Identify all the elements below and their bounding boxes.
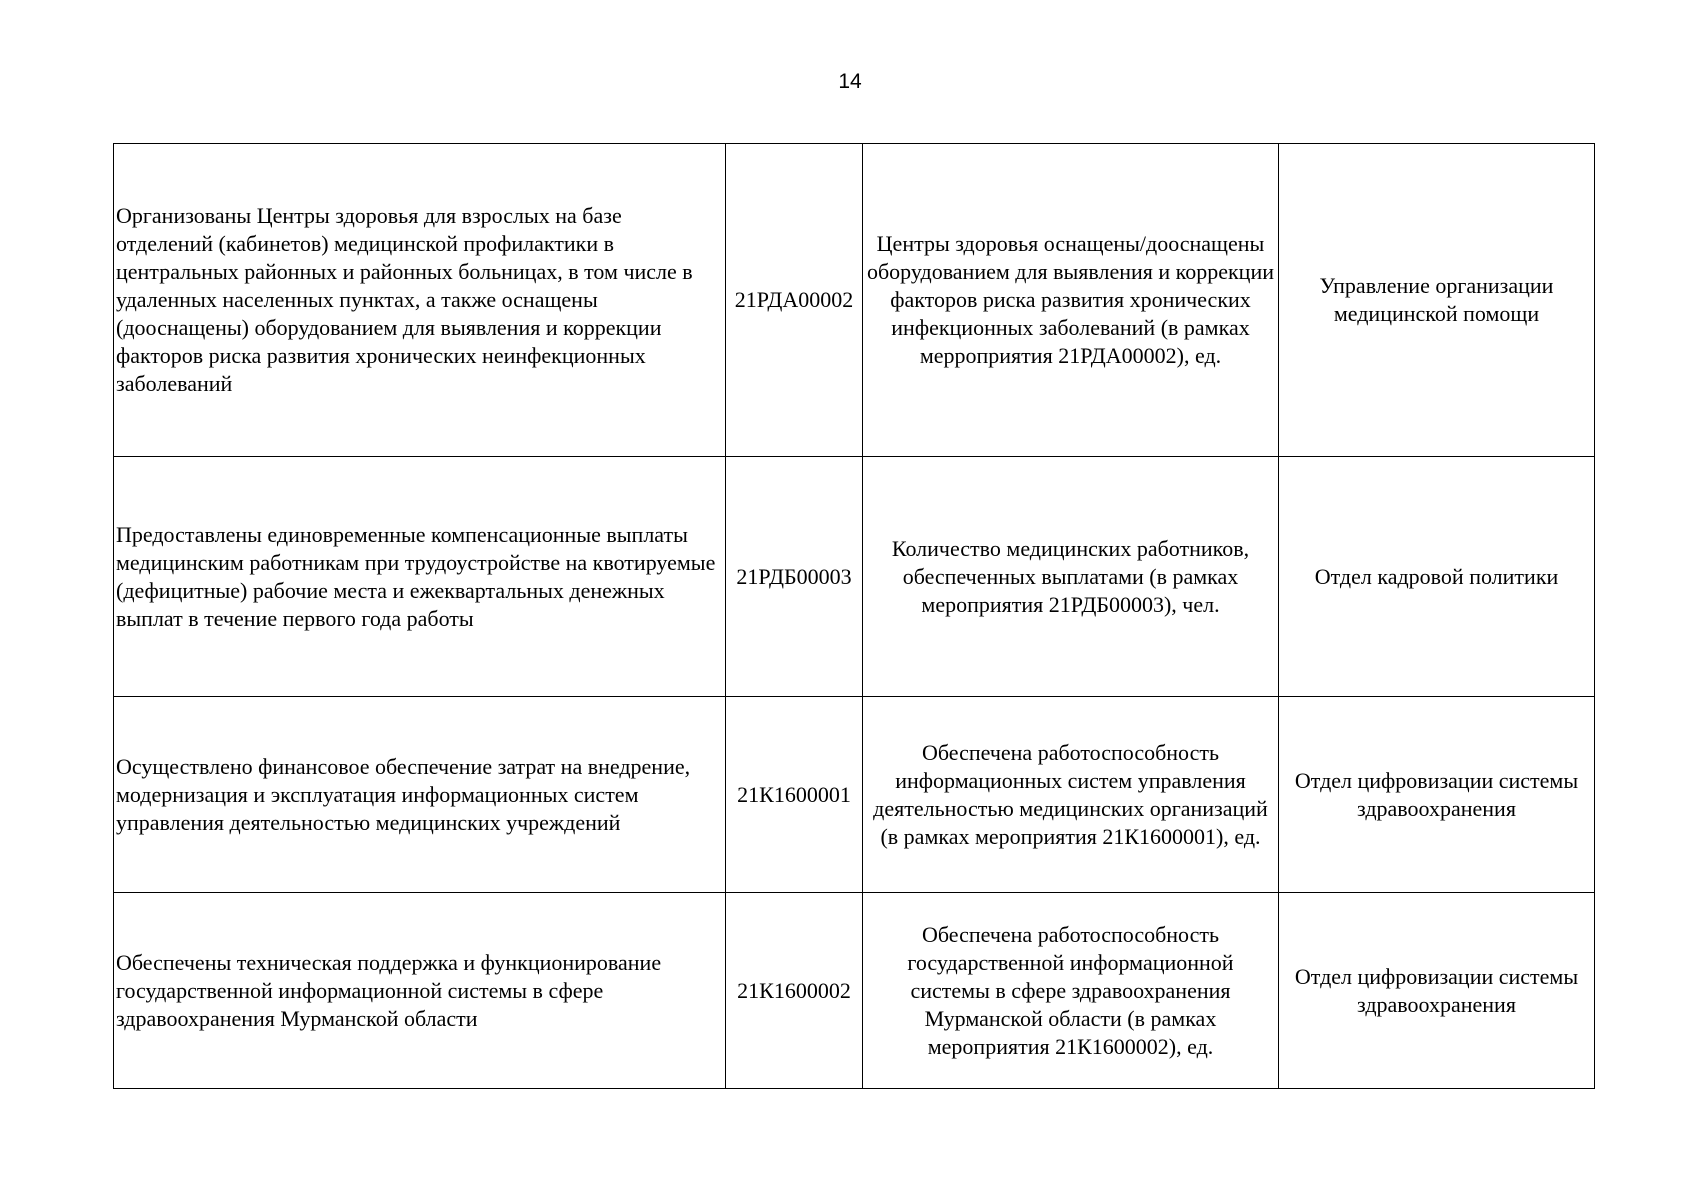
measure-code-cell: 21К1600002 — [726, 893, 863, 1089]
indicator-cell: Количество медицинских работников, обеспеченных выплатами (в рамках мероприятия 21РДБ00003), чел. — [863, 457, 1279, 697]
table-row — [114, 457, 1595, 697]
indicator-cell: Центры здоровья оснащены/дооснащены оборудованием для выявления и коррекции факторов риска развития хронических инфекционных заболеваний (в рамках мерроприятия 21РДА00002), ед. — [863, 144, 1279, 457]
measure-description-cell: Предоставлены единовременные компенсационные выплаты медицинским работникам при трудоустройстве на квотируемые (дефицитные) рабочие места и ежеквартальных денежных выплат в течение первого года работы — [114, 457, 726, 697]
measure-description-cell: Обеспечены техническая поддержка и функционирование государственной информационной системы в сфере здравоохранения Мурманской области — [114, 893, 726, 1089]
table-row — [114, 697, 1595, 893]
measure-code-cell: 21РДА00002 — [726, 144, 863, 457]
measure-code-cell: 21РДБ00003 — [726, 457, 863, 697]
responsible-department-cell: Отдел цифровизации системы здравоохранения — [1279, 697, 1595, 893]
page-number: 14 — [838, 70, 862, 93]
table-row — [114, 144, 1595, 457]
table-row — [114, 893, 1595, 1089]
responsible-department-cell: Управление организации медицинской помощи — [1279, 144, 1595, 457]
measure-description-cell: Организованы Центры здоровья для взрослых на базе отделений (кабинетов) медицинской профилактики в центральных районных и районных больницах, в том числе в удаленных населенных пунктах, а также оснащены (дооснащены) оборудованием для выявления и коррекции факторов риска развития хронических неинфекционных заболеваний — [114, 144, 726, 457]
responsible-department-cell: Отдел кадровой политики — [1279, 457, 1595, 697]
responsible-department-cell: Отдел цифровизации системы здравоохранения — [1279, 893, 1595, 1089]
measure-description-cell: Осуществлено финансовое обеспечение затрат на внедрение, модернизация и эксплуатация информационных систем управления деятельностью медицинских учреждений — [114, 697, 726, 893]
indicator-cell: Обеспечена работоспособность государственной информационной системы в сфере здравоохранения Мурманской области (в рамках мероприятия 21К1600002), ед. — [863, 893, 1279, 1089]
measures-table — [113, 143, 1595, 1089]
indicator-cell: Обеспечена работоспособность информационных систем управления деятельностью медицинских организаций (в рамках мероприятия 21К1600001), ед. — [863, 697, 1279, 893]
measure-code-cell: 21К1600001 — [726, 697, 863, 893]
